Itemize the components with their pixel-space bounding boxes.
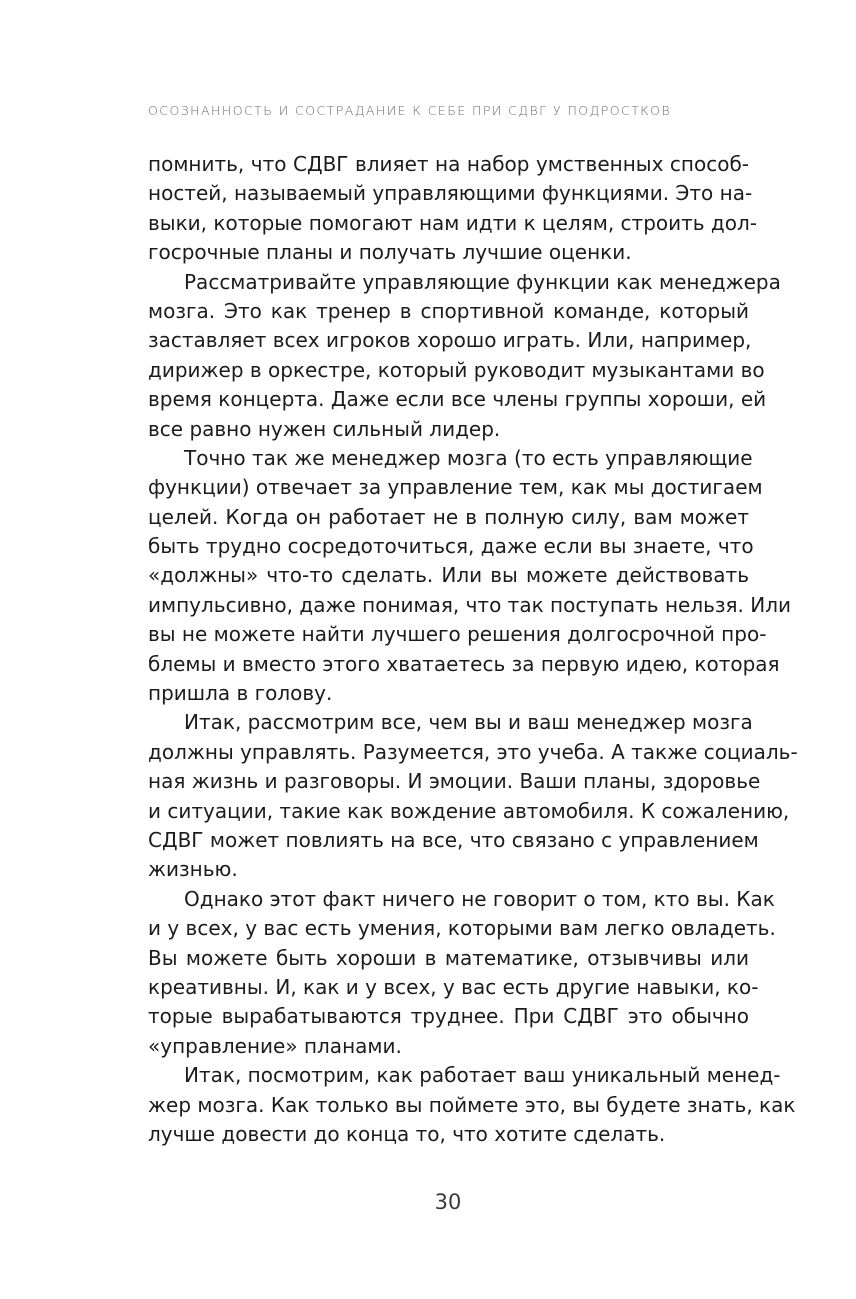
text-line: и ситуации, такие как вождение автомобиля. К сожалению, xyxy=(148,798,790,823)
text-line: креативны. И, как и у всех, у вас есть другие навыки, ко- xyxy=(148,974,759,999)
text-line: Вы можете быть хороши в математике, отзывчивы или xyxy=(148,945,749,970)
text-line: «управление» планами. xyxy=(148,1033,402,1058)
paragraph xyxy=(148,885,776,1061)
text-line: быть трудно сосредоточиться, даже если вы знаете, что xyxy=(148,534,754,559)
text-line: дирижер в оркестре, который руководит музыкантами во xyxy=(148,357,765,382)
paragraph xyxy=(148,1061,796,1149)
running-header: ОСОЗНАННОСТЬ И СОСТРАДАНИЕ К СЕБЕ ПРИ СДВГ У ПОДРОСТКОВ xyxy=(148,103,672,118)
text-line: функции) отвечает за управление тем, как мы достигаем xyxy=(148,475,763,500)
text-line: лучше довести до конца то, что хотите сделать. xyxy=(148,1121,666,1146)
text-line: Итак, рассмотрим все, чем вы и ваш менеджер мозга xyxy=(184,710,753,735)
text-line: ностей, называемый управляющими функциями. Это на- xyxy=(148,181,753,206)
text-line: выки, которые помогают нам идти к целям, строить дол- xyxy=(148,210,757,235)
text-line: торые вырабатываются труднее. При СДВГ это обычно xyxy=(148,1004,749,1029)
text-line: жер мозга. Как только вы поймете это, вы будете знать, как xyxy=(148,1092,796,1117)
text-line: вы не можете найти лучшего решения долгосрочной про- xyxy=(148,622,767,647)
text-line: Однако этот факт ничего не говорит о том, кто вы. Как xyxy=(184,886,775,911)
text-line: все равно нужен сильный лидер. xyxy=(148,416,501,441)
paragraph xyxy=(148,708,798,884)
paragraph xyxy=(148,150,757,268)
body-text xyxy=(148,150,798,1149)
text-line: пришла в голову. xyxy=(148,681,333,706)
text-line: мозга. Это как тренер в спортивной команде, который xyxy=(148,298,749,323)
text-line: жизнью. xyxy=(148,857,238,882)
paragraph xyxy=(148,268,781,444)
text-line: «должны» что-то сделать. Или вы можете действовать xyxy=(148,563,749,588)
paragraph xyxy=(148,444,792,709)
text-line: ная жизнь и разговоры. И эмоции. Ваши планы, здоровье xyxy=(148,769,761,794)
text-line: должны управлять. Разумеется, это учеба. А также социаль- xyxy=(148,739,798,764)
text-line: помнить, что СДВГ влияет на набор умственных способ- xyxy=(148,152,749,176)
text-line: СДВГ может повлиять на все, что связано с управлением xyxy=(148,827,759,852)
text-line: блемы и вместо этого хватаетесь за первую идею, которая xyxy=(148,651,780,676)
text-line: Точно так же менеджер мозга (то есть управляющие xyxy=(184,445,753,470)
text-line: целей. Когда он работает не в полную силу, вам может xyxy=(148,504,749,529)
text-line: Итак, посмотрим, как работает ваш уникальный менед- xyxy=(184,1063,781,1088)
text-line: госрочные планы и получать лучшие оценки. xyxy=(148,240,632,265)
text-line: Рассматривайте управляющие функции как менеджера xyxy=(184,269,781,294)
text-line: импульсивно, даже понимая, что так поступать нельзя. Или xyxy=(148,592,792,617)
page-number: 30 xyxy=(434,1190,462,1214)
text-line: и у всех, у вас есть умения, которыми вам легко овладеть. xyxy=(148,916,776,941)
text-line: время концерта. Даже если все члены группы хороши, ей xyxy=(148,387,767,412)
text-line: заставляет всех игроков хорошо играть. Или, например, xyxy=(148,328,752,353)
